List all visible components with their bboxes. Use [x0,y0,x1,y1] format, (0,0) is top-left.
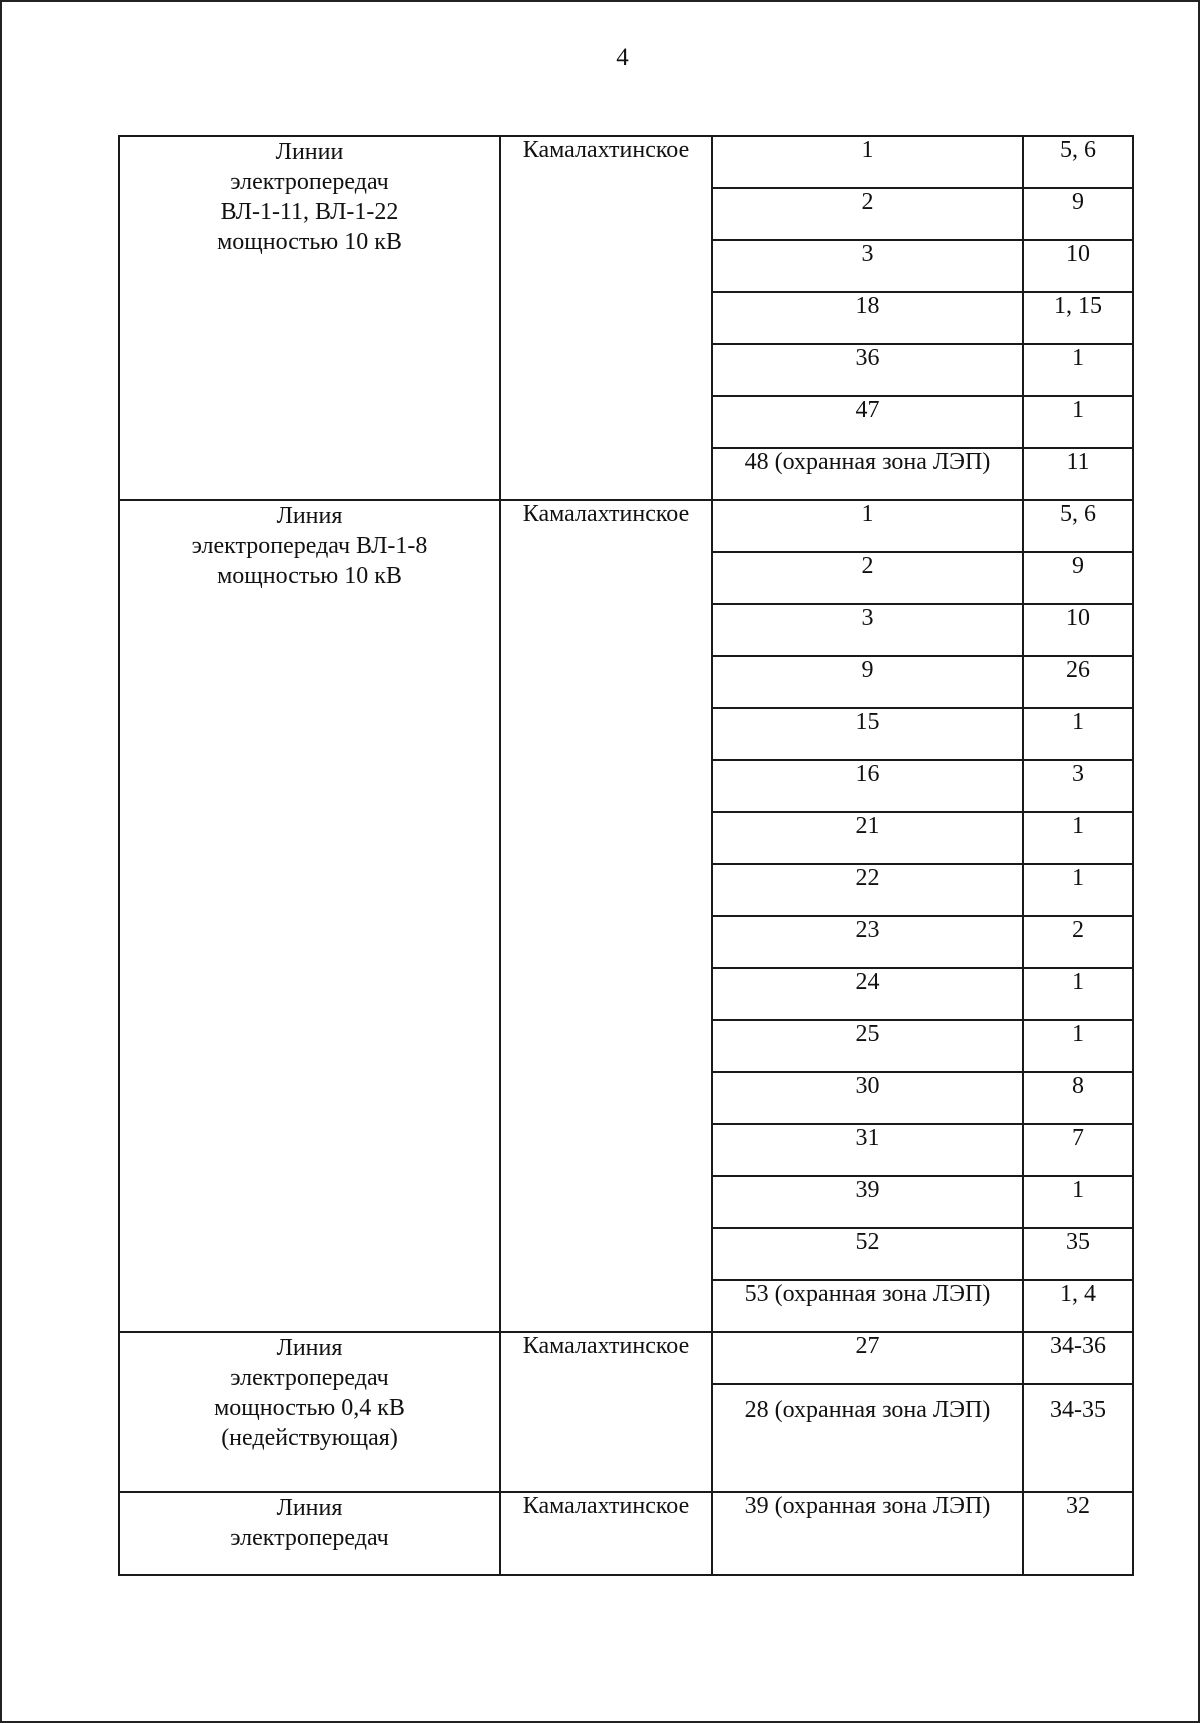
quarter-cell: 39 [712,1176,1023,1228]
parcels-cell: 5, 6 [1023,136,1133,188]
object-line: мощностью 10 кВ [217,563,402,589]
quarter-cell: 28 (охранная зона ЛЭП) [712,1384,1023,1492]
object-cell [119,1492,500,1575]
parcels-cell: 1 [1023,812,1133,864]
parcels-cell: 26 [1023,656,1133,708]
parcels-cell: 1 [1023,1020,1133,1072]
object-cell [119,1332,500,1492]
quarter-cell: 9 [712,656,1023,708]
parcels-cell: 3 [1023,760,1133,812]
municipality-cell: Камалахтинское [500,136,712,500]
object-line: Линия [276,503,343,529]
quarter-cell: 36 [712,344,1023,396]
table-row [119,1492,1133,1575]
parcels-cell: 9 [1023,188,1133,240]
quarter-cell: 21 [712,812,1023,864]
municipality-cell: Камалахтинское [500,500,712,1332]
quarter-cell: 48 (охранная зона ЛЭП) [712,448,1023,500]
table-row [119,500,1133,552]
parcels-cell: 34-36 [1023,1332,1133,1384]
object-line: Линия [276,1335,343,1361]
quarter-cell: 3 [712,240,1023,292]
parcels-cell: 34-35 [1023,1384,1133,1492]
parcels-cell: 1, 15 [1023,292,1133,344]
page-number: 4 [616,44,629,71]
object-line: (недействующая) [221,1425,398,1451]
parcels-cell: 10 [1023,240,1133,292]
parcels-cell: 1 [1023,864,1133,916]
object-cell [119,136,500,500]
parcels-cell: 10 [1023,604,1133,656]
parcels-cell: 35 [1023,1228,1133,1280]
table-row [119,1332,1133,1384]
quarter-cell: 2 [712,552,1023,604]
quarter-cell: 53 (охранная зона ЛЭП) [712,1280,1023,1332]
municipality-cell: Камалахтинское [500,1492,712,1575]
object-line: электропередач [230,169,389,195]
object-line: Линия [276,1495,343,1521]
quarter-cell: 2 [712,188,1023,240]
object-line: электропередач [230,1365,389,1391]
parcels-cell: 2 [1023,916,1133,968]
quarter-cell: 16 [712,760,1023,812]
parcels-cell: 7 [1023,1124,1133,1176]
quarter-cell: 23 [712,916,1023,968]
parcels-cell: 1 [1023,396,1133,448]
parcels-cell: 1 [1023,1176,1133,1228]
quarter-cell: 3 [712,604,1023,656]
parcels-cell: 1, 4 [1023,1280,1133,1332]
object-line: мощностью 10 кВ [217,229,402,255]
quarter-cell: 24 [712,968,1023,1020]
quarter-cell: 47 [712,396,1023,448]
land-plots-table [118,135,1134,1576]
quarter-cell: 31 [712,1124,1023,1176]
object-cell [119,500,500,1332]
parcels-cell: 8 [1023,1072,1133,1124]
parcels-cell: 5, 6 [1023,500,1133,552]
quarter-cell: 18 [712,292,1023,344]
object-line: электропередач ВЛ-1-8 [191,533,428,559]
quarter-cell: 39 (охранная зона ЛЭП) [712,1492,1023,1575]
table-row [119,136,1133,188]
quarter-cell: 27 [712,1332,1023,1384]
quarter-cell: 30 [712,1072,1023,1124]
object-line: ВЛ-1-11, ВЛ-1-22 [220,199,399,225]
parcels-cell: 1 [1023,968,1133,1020]
quarter-cell: 15 [712,708,1023,760]
object-line: Линии [275,139,344,165]
quarter-cell: 22 [712,864,1023,916]
quarter-cell: 25 [712,1020,1023,1072]
object-line: мощностью 0,4 кВ [214,1395,405,1421]
parcels-cell: 11 [1023,448,1133,500]
quarter-cell: 52 [712,1228,1023,1280]
parcels-cell: 1 [1023,344,1133,396]
quarter-cell: 1 [712,500,1023,552]
municipality-cell: Камалахтинское [500,1332,712,1492]
quarter-cell: 1 [712,136,1023,188]
parcels-cell: 1 [1023,708,1133,760]
object-line: электропередач [230,1525,389,1551]
parcels-cell: 32 [1023,1492,1133,1575]
parcels-cell: 9 [1023,552,1133,604]
